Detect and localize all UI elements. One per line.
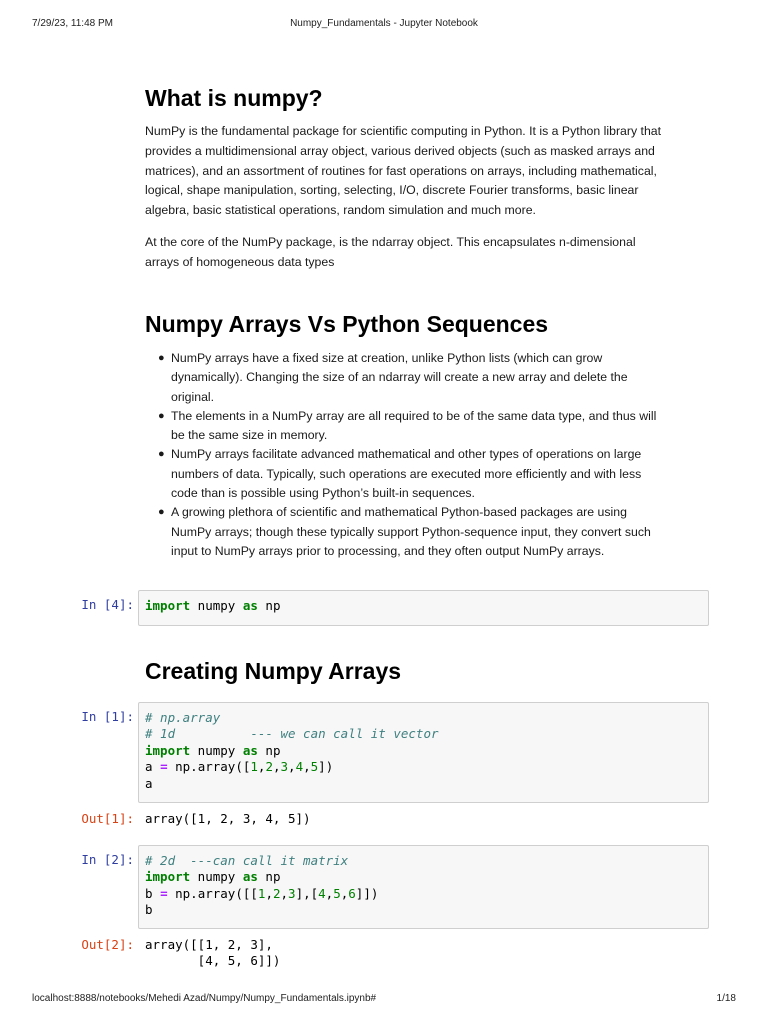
list-item: ● A growing plethora of scientific and mathematical Python-based packages are using NumPy arrays; though these typically support Python-sequence input, they convert such input to NumPy arrays prior to processing, and they often output NumPy arrays. xyxy=(158,505,651,558)
list-item: ● NumPy arrays facilitate advanced mathematical and other types of operations on large numbers of data. Typically, such operations are executed more efficiently and with less code than is possible using Python’s built-in sequences. xyxy=(158,447,642,501)
code-line: b xyxy=(145,902,153,918)
print-footer xyxy=(32,993,736,1007)
code-cell[interactable] xyxy=(138,845,709,929)
print-date: 7/29/23, 11:48 PM xyxy=(32,18,113,29)
output-prompt: Out[1]: xyxy=(81,811,134,826)
print-header xyxy=(32,18,736,32)
bullet-icon: ● xyxy=(158,352,165,364)
output-prompt: Out[2]: xyxy=(81,937,134,952)
code-line: a = np.array([1,2,3,4,5]) xyxy=(145,759,334,775)
comparison-list xyxy=(145,349,705,561)
code-line: import numpy as np xyxy=(145,598,281,613)
input-prompt: In [4]: xyxy=(81,597,134,612)
notebook-url: localhost:8888/notebooks/Mehedi Azad/Numpy/Numpy_Fundamentals.ipynb# xyxy=(32,993,377,1004)
code-line: # 2d ---can call it matrix xyxy=(145,853,349,868)
cell-output: array([1, 2, 3, 4, 5]) xyxy=(145,811,311,826)
page-number: 1/18 xyxy=(716,993,736,1004)
heading-what-is-numpy: What is numpy? xyxy=(145,85,323,111)
bullet-icon: ● xyxy=(158,448,165,461)
input-prompt: In [2]: xyxy=(81,852,134,867)
heading-arrays-vs-sequences: Numpy Arrays Vs Python Sequences xyxy=(145,311,549,337)
code-cell[interactable] xyxy=(138,590,709,626)
list-item: ● NumPy arrays have a fixed size at creation, unlike Python lists (which can grow dynamically). Changing the size of an ndarray will create a new array and delete the original. xyxy=(158,351,628,404)
cell-output: array([[1, 2, 3], [4, 5, 6]]) xyxy=(145,937,281,969)
intro-paragraph-2: At the core of the NumPy package, is the ndarray object. This encapsulates n-dimensional arrays of homogeneous data types xyxy=(145,235,636,269)
input-prompt: In [1]: xyxy=(81,709,134,724)
code-line: a xyxy=(145,775,153,791)
code-line: # 1d --- we can call it vector xyxy=(145,726,439,742)
bullet-icon: ● xyxy=(158,506,165,519)
heading-creating-arrays: Creating Numpy Arrays xyxy=(145,658,402,684)
code-line: import numpy as np xyxy=(145,869,281,885)
print-title: Numpy_Fundamentals - Jupyter Notebook xyxy=(290,18,478,29)
code-cell[interactable] xyxy=(138,702,709,803)
intro-paragraph-1: NumPy is the fundamental package for scientific computing in Python. It is a Python library that provides a multidimensional array object, various derived objects (such as masked arrays and matrices), and an assortment of routines for fast operations on arrays, including mathematical, logical, shape manipulation, sorting, selecting, I/O, discrete Fourier transforms, basic linear algebra, basic statistical operations, random simulation and much more. xyxy=(145,124,662,218)
code-line: import numpy as np xyxy=(145,742,281,758)
code-line: # np.array xyxy=(145,710,221,725)
code-line: b = np.array([[1,2,3],[4,5,6]]) xyxy=(145,885,379,901)
bullet-icon: ● xyxy=(158,409,165,422)
list-item: ● The elements in a NumPy array are all required to be of the same data type, and thus will be the same size in memory. xyxy=(158,408,657,443)
